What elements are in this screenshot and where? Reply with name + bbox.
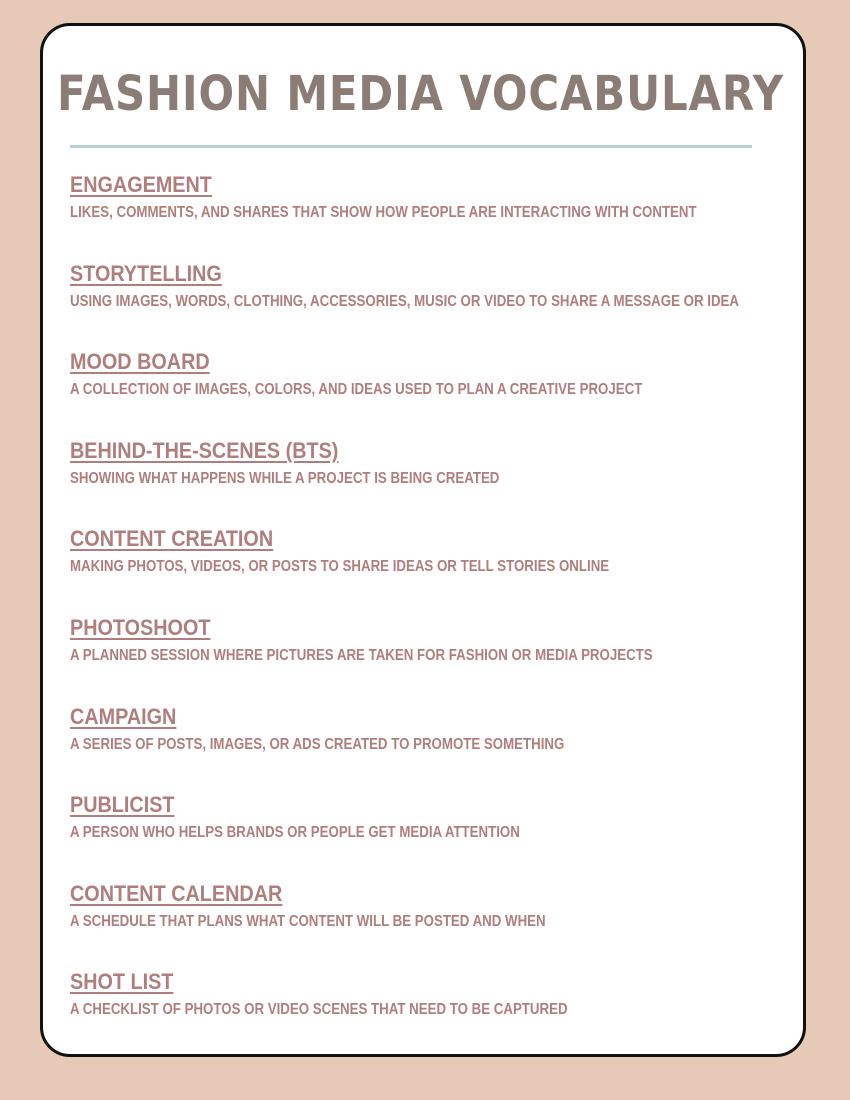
term-definition: SHOWING WHAT HAPPENS WHILE A PROJECT IS BEING CREATED xyxy=(70,469,500,487)
term-definition: MAKING PHOTOS, VIDEOS, OR POSTS TO SHARE IDEAS OR TELL STORIES ONLINE xyxy=(70,558,610,576)
vocabulary-item xyxy=(70,614,800,703)
vocabulary-item xyxy=(70,171,800,260)
term-definition: A PERSON WHO HELPS BRANDS OR PEOPLE GET MEDIA ATTENTION xyxy=(70,824,520,842)
term-definition: LIKES, COMMENTS, AND SHARES THAT SHOW HOW PEOPLE ARE INTERACTING WITH CONTENT xyxy=(70,204,697,221)
vocabulary-item xyxy=(70,880,800,969)
vocabulary-item xyxy=(70,968,800,1057)
term-name: PHOTOSHOOT xyxy=(70,614,211,640)
term-name: PUBLICIST xyxy=(70,792,175,818)
term-name: CAMPAIGN xyxy=(70,703,177,729)
vocabulary-item xyxy=(70,260,800,349)
vocabulary-item xyxy=(70,791,800,880)
vocabulary-item xyxy=(70,348,800,437)
term-definition: USING IMAGES, WORDS, CLOTHING, ACCESSORIES, MUSIC OR VIDEO TO SHARE A MESSAGE OR IDEA xyxy=(70,292,739,310)
term-definition: A COLLECTION OF IMAGES, COLORS, AND IDEAS USED TO PLAN A CREATIVE PROJECT xyxy=(70,381,643,399)
term-definition: A SERIES OF POSTS, IMAGES, OR ADS CREATED TO PROMOTE SOMETHING xyxy=(70,735,565,753)
term-definition: A SCHEDULE THAT PLANS WHAT CONTENT WILL BE POSTED AND WHEN xyxy=(70,912,546,930)
page-title: FASHION MEDIA VOCABULARY xyxy=(57,66,784,122)
vocabulary-item xyxy=(70,437,800,526)
term-name: SHOT LIST xyxy=(70,969,174,995)
term-name: ENGAGEMENT xyxy=(70,172,212,197)
vocabulary-item xyxy=(70,525,800,614)
title-divider xyxy=(70,145,752,148)
vocabulary-item xyxy=(70,703,800,792)
term-name: BEHIND-THE-SCENES (BTS) xyxy=(70,437,339,463)
term-definition: A CHECKLIST OF PHOTOS OR VIDEO SCENES THAT NEED TO BE CAPTURED xyxy=(70,1001,568,1019)
term-name: CONTENT CREATION xyxy=(70,526,274,552)
term-definition: A PLANNED SESSION WHERE PICTURES ARE TAKEN FOR FASHION OR MEDIA PROJECTS xyxy=(70,646,653,664)
vocabulary-list xyxy=(70,171,800,1057)
term-name: CONTENT CALENDAR xyxy=(70,880,283,906)
term-name: MOOD BOARD xyxy=(70,349,210,375)
term-name: STORYTELLING xyxy=(70,260,222,286)
vocabulary-card xyxy=(40,23,806,1057)
